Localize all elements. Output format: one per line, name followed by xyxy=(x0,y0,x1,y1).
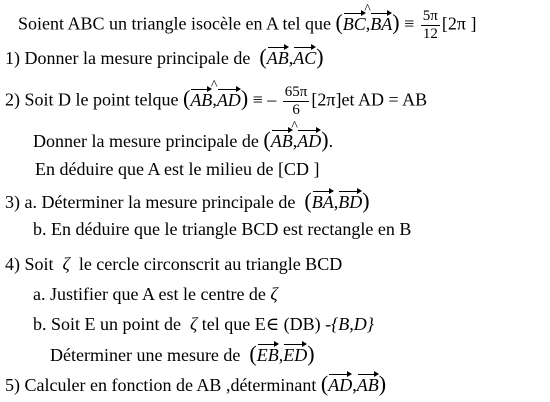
question-4a: a. Justifier que A est le centre de ζ xyxy=(33,284,278,304)
vector-ab: AB xyxy=(271,130,293,152)
vector-ed: ED xyxy=(283,344,307,366)
fraction-65pi-6: $\frac{65\pi}{6}$ xyxy=(284,84,308,118)
vector-ac: AC xyxy=(293,47,316,69)
vector-ad: AD xyxy=(328,374,352,396)
question-3a: 3) a. Déterminer la mesure principale de ( BA, BD) xyxy=(5,188,370,213)
zeta-symbol: ζ xyxy=(190,314,198,334)
vector-ab: AB xyxy=(357,374,379,396)
vector-ad: ^ AD xyxy=(291,119,322,151)
zeta-symbol: ζ xyxy=(62,254,70,274)
vector-ab: AB xyxy=(190,89,212,111)
question-3b: b. En déduire que le triangle BCD est rectangle en B xyxy=(33,219,412,239)
congruent-sign: ≡ xyxy=(404,13,415,34)
vector-ad: ^ AD xyxy=(210,77,241,110)
question-5: 5) Calculer en fonction de AB ,déterminant ( AD, AB) xyxy=(5,371,387,396)
question-4: 4) Soit ζ le cercle circonscrit au triangle BCD xyxy=(5,254,343,274)
modulo-2pi: [2π ] xyxy=(441,13,477,34)
vector-bd: BD xyxy=(338,191,362,213)
fraction-5pi-12: $\frac{5\pi}{12}$ xyxy=(422,8,438,42)
vector-bc: BC xyxy=(343,13,366,35)
question-2-part-b: En déduire que A est le milieu de [CD ] xyxy=(35,159,320,179)
question-2: 2) Soit D le point telque ( AB, ^ AD) ≡ – $\frac{65\pi}{6}$ [2π]et AD = AB xyxy=(5,77,428,118)
question-2-part-a: Donner la mesure principale de ( AB, ^ AD). xyxy=(33,119,334,152)
intro-line: Soient ABC un triangle isocèle en A tel que ( BC, ^ BA) ≡ $\frac{5\pi}{12}$ [2π ] xyxy=(18,1,477,42)
question-4b-measure: Déterminer une mesure de ( EB, ED) xyxy=(50,341,315,366)
vector-eb: EB xyxy=(257,344,279,366)
vector-ab: AB xyxy=(267,47,289,69)
vector-ba: ^ BA xyxy=(364,1,393,34)
question-1: 1) Donner la mesure principale de ( AB, AC) xyxy=(5,44,324,69)
angle-open-paren: ( xyxy=(335,9,343,35)
vector-ba: BA xyxy=(312,191,334,213)
question-4b: b. Soit E un point de ζ tel que E∈ (DB) -{B,D} xyxy=(33,314,374,334)
intro-text: Soient ABC un triangle isocèle en A tel que xyxy=(18,13,331,34)
zeta-symbol: ζ xyxy=(270,284,278,304)
excluded-set: {B,D} xyxy=(331,314,374,334)
